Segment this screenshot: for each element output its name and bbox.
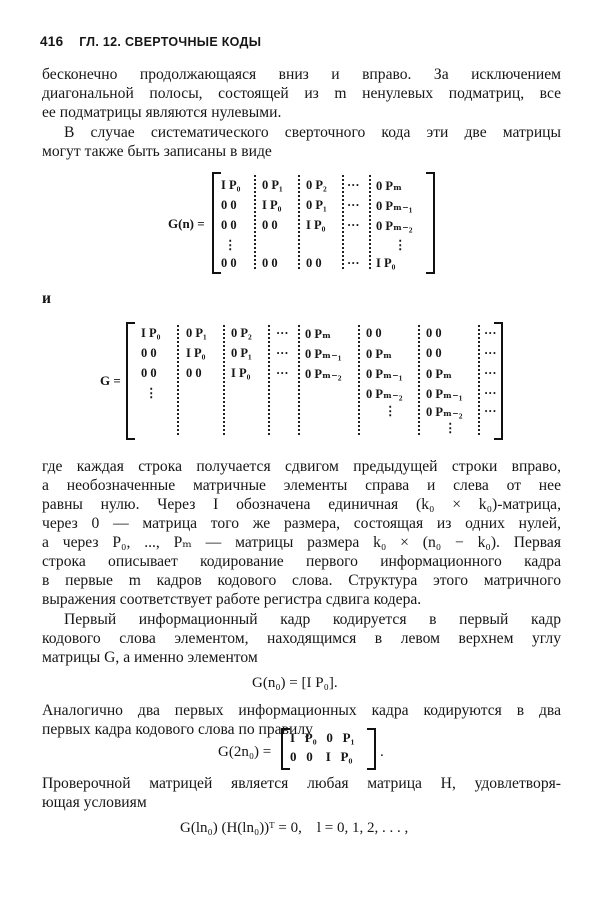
matrix-cell: 0 Pₘ₋₂ [376, 219, 413, 233]
matrix-cell: 0 0 [366, 326, 382, 340]
right-bracket [367, 728, 376, 770]
column-divider [298, 325, 300, 435]
matrix-cell: ··· [347, 256, 360, 270]
matrix-cell: 0 0 [186, 366, 202, 380]
chapter-title: ГЛ. 12. СВЕРТОЧНЫЕ КОДЫ [79, 35, 262, 49]
equation-parity: G(ln₀) (H(ln₀))ᵀ = 0, l = 0, 1, 2, . . . , [180, 820, 409, 836]
matrix-g-2n0-label: G(2n₀) = [218, 744, 272, 760]
matrix-cell: 0 Pₘ₋₁ [305, 347, 342, 361]
text-line: кодового слова элементом, находящимся в левом верхнем углу [42, 630, 561, 647]
text-line: могут также быть записаны в виде [42, 143, 272, 160]
matrix-cell: ··· [484, 366, 497, 380]
matrix-cell: I P₀ [306, 218, 326, 232]
matrix-cell: I P₀ [262, 198, 282, 212]
matrix-cell: 0 Pₘ₋₂ [366, 387, 403, 401]
matrix-cell: 0 P₁ [186, 326, 207, 340]
matrix-cell: ··· [276, 326, 289, 340]
column-divider [369, 175, 371, 269]
matrix-g-n-label: G(n) = [168, 216, 205, 231]
matrix-cell: 0 0 [262, 256, 278, 270]
matrix-cell: ··· [276, 366, 289, 380]
text-line: где каждая строка получается сдвигом предыдущей строки вправо, [42, 458, 561, 475]
text-line: а необозначенные матричные элементы справа и слева от нее [42, 477, 561, 494]
column-divider [223, 325, 225, 435]
matrix-cell: 0 Pₘ [426, 367, 453, 381]
matrix-cell: I P₀ [186, 346, 206, 360]
matrix-cell: ··· [484, 386, 497, 400]
page-number: 416 [40, 34, 64, 49]
matrix-cell: 0 0 [221, 256, 237, 270]
equation-g-n0: G(n₀) = [I P₀]. [252, 675, 338, 691]
matrix-cell: I P₀ [231, 366, 251, 380]
matrix-cell: ··· [347, 178, 360, 192]
matrix-cell: ··· [276, 346, 289, 360]
matrix-cell: 0 Pₘ₋₁ [426, 387, 463, 401]
matrix-cell: ··· [347, 218, 360, 232]
matrix-cell: 0 0 [262, 218, 278, 232]
column-divider [478, 325, 480, 435]
matrix-cell: I P₀ [221, 178, 241, 192]
vertical-ellipsis: ⋮ [224, 238, 237, 252]
text-line: матрицы G, а именно элементом [42, 649, 258, 666]
matrix-cell: 0 P₂ [306, 178, 327, 192]
column-divider [268, 325, 270, 435]
column-divider [342, 175, 344, 269]
matrix-cell: 0 0 [426, 326, 442, 340]
matrix-cell: 0 0 [141, 346, 157, 360]
text-line: первых кадра кодового слова по правилу [42, 721, 313, 738]
text-line: через 0 — матрица того же размера, состоящая из одних нулей, [42, 515, 561, 532]
text-line: бесконечно продолжающаяся вниз и вправо. За исключением [42, 66, 561, 83]
matrix-cell: I P₀ [376, 256, 396, 270]
column-divider [254, 175, 256, 269]
matrix-cell: 0 0 [426, 346, 442, 360]
matrix-cell: 0 P₁ [306, 198, 327, 212]
column-divider [358, 325, 360, 435]
matrix-cell: 0 0 [306, 256, 322, 270]
matrix-row: 0 0 I P₀ [290, 749, 353, 764]
matrix-cell: 0 Pₘ₋₁ [366, 367, 403, 381]
matrix-cell: 0 0 [221, 218, 237, 232]
matrix-cell: ··· [484, 326, 497, 340]
matrix-g-label: G = [100, 373, 121, 388]
vertical-ellipsis: ⋮ [384, 404, 397, 418]
matrix-cell: 0 Pₘ₋₂ [305, 367, 342, 381]
text-line: Первый информационный кадр кодируется в первый кадр [64, 611, 561, 628]
matrix-cell: 0 Pₘ₋₁ [376, 199, 413, 213]
matrix-cell: 0 P₁ [231, 346, 252, 360]
matrix-cell: 0 P₂ [231, 326, 252, 340]
matrix-cell: 0 Pₘ [376, 179, 403, 193]
matrix-cell: 0 0 [221, 198, 237, 212]
left-bracket [126, 322, 135, 440]
conjunction: и [42, 290, 51, 307]
matrix-cell: 0 Pₘ [305, 327, 332, 341]
text-line: В случае систематического сверточного кода эти две матрицы [64, 124, 561, 141]
matrix-cell: ··· [484, 346, 497, 360]
text-line: выражения соответствует работе регистра сдвига кодера. [42, 591, 422, 608]
matrix-cell: I P₀ [141, 326, 161, 340]
matrix-row: I P₀ 0 P₁ [290, 730, 355, 745]
text-line: ющая условиям [42, 794, 147, 811]
period: . [380, 744, 384, 760]
matrix-cell: 0 0 [141, 366, 157, 380]
matrix-cell: ··· [484, 404, 497, 418]
matrix-cell: 0 Pₘ [366, 347, 393, 361]
column-divider [177, 325, 179, 435]
column-divider [298, 175, 300, 269]
matrix-cell: 0 Pₘ₋₂ [426, 405, 463, 419]
right-bracket [426, 172, 435, 274]
text-line: Проверочной матрицей является любая матрица H, удовлетворя- [42, 775, 561, 792]
left-bracket [212, 172, 221, 274]
left-bracket [281, 728, 290, 770]
text-line: строка описывает кодирование первого информационного кадра [42, 553, 561, 570]
text-line: а через P₀, ..., Pₘ — матрицы размера k₀ × (n₀ − k₀). Первая [42, 534, 561, 551]
matrix-cell: ··· [347, 198, 360, 212]
text-line: равны нулю. Через I обозначена единичная (k₀ × k₀)-матрица, [42, 496, 561, 513]
vertical-ellipsis: ⋮ [394, 238, 407, 252]
column-divider [418, 325, 420, 435]
running-head [40, 34, 261, 49]
text-line: Аналогично два первых информационных кадра кодируются в два [42, 702, 561, 719]
vertical-ellipsis: ⋮ [444, 421, 457, 435]
text-line: ее подматрицы являются нулевыми. [42, 104, 282, 121]
vertical-ellipsis: ⋮ [145, 386, 158, 400]
matrix-cell: 0 P₁ [262, 178, 283, 192]
text-line: диагональной полосы, состоящей из m ненулевых подматриц, все [42, 85, 561, 102]
text-line: в первые m кадров кодового слова. Структура этого матричного [42, 572, 561, 589]
